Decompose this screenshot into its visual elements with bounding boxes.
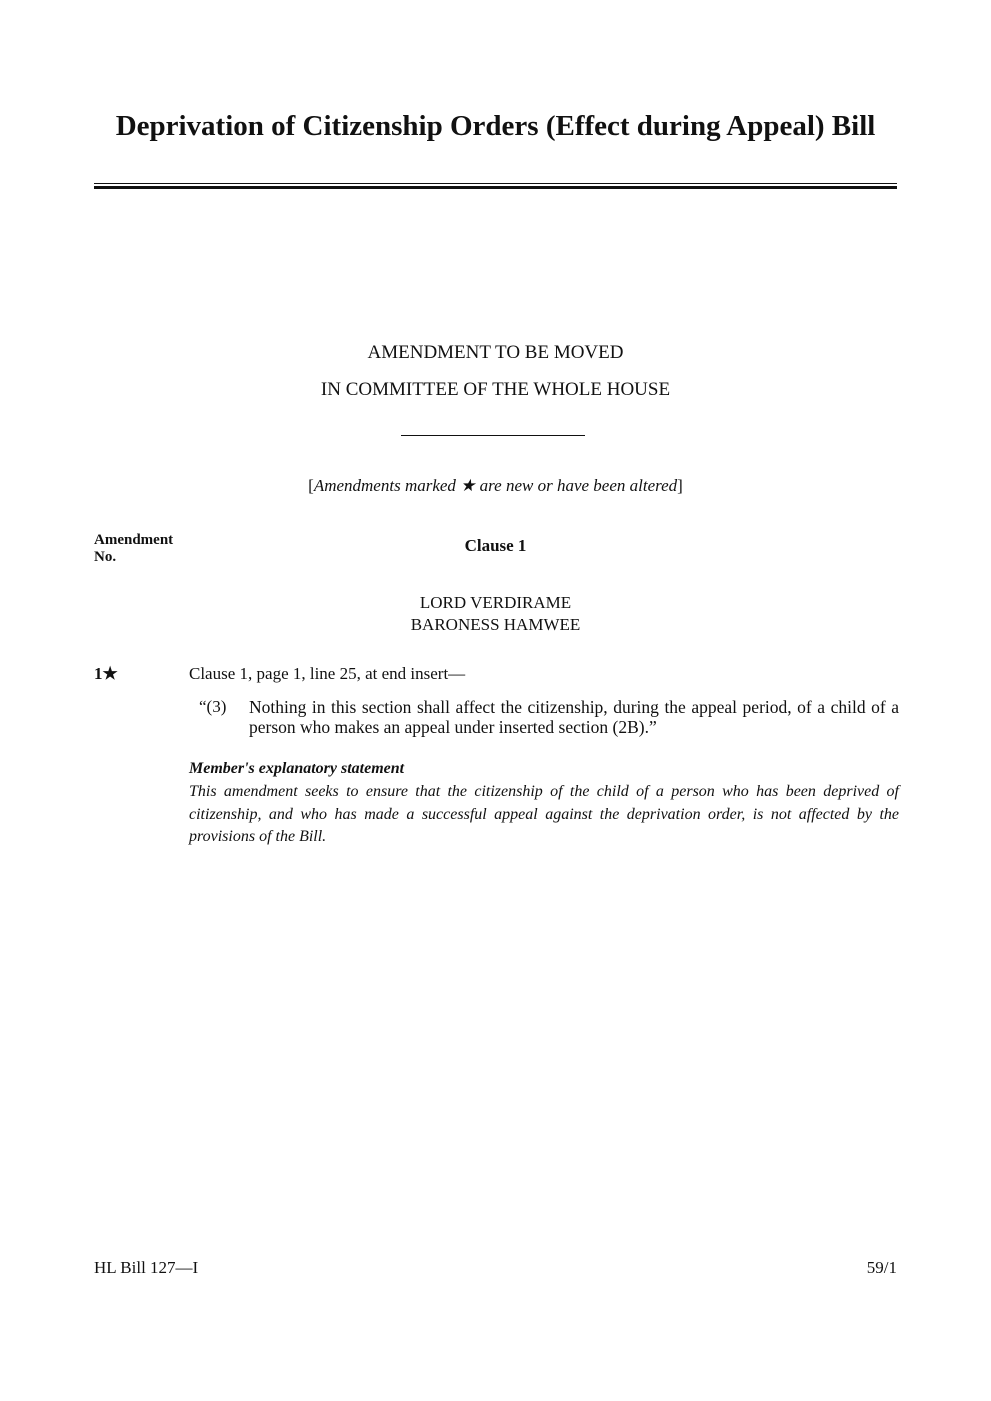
- footer-bill-reference: HL Bill 127—I: [94, 1258, 199, 1277]
- clause-heading: Clause 1: [464, 536, 527, 555]
- sponsor-name: LORD VERDIRAME: [419, 593, 572, 612]
- sponsor-name: BARONESS HAMWEE: [410, 615, 581, 634]
- title-rule-thick: [94, 186, 897, 189]
- note-open-bracket: [: [308, 476, 314, 495]
- note-close-bracket: ]: [677, 476, 683, 495]
- heading-amendment-to-be-moved: AMENDMENT TO BE MOVED: [367, 342, 624, 363]
- amendment-label-line2: No.: [94, 549, 117, 565]
- sponsors: [94, 592, 897, 636]
- subsection-text: Nothing in this section shall affect the citizenship, during the appeal period, of a child of a person who makes an appeal under inserted section (2B).”: [249, 697, 899, 737]
- amendment-label-line1: Amendment: [94, 532, 174, 548]
- section-divider: [401, 435, 585, 436]
- explanatory-statement-text: This amendment seeks to ensure that the citizenship of the child of a person who has been deprived of citizenship, and who has made a successful appeal against the deprivation order, is not affected by the provisions of the Bill.: [189, 783, 899, 845]
- heading-committee: IN COMMITTEE OF THE WHOLE HOUSE: [320, 379, 671, 400]
- note-text: Amendments marked ★ are new or have been altered: [313, 476, 678, 495]
- footer-page-reference: 59/1: [866, 1258, 897, 1277]
- amendments-note: [94, 476, 897, 496]
- subsection-number: “(3): [199, 697, 227, 716]
- explanatory-statement-heading: Member's explanatory statement: [189, 760, 405, 777]
- bill-title: Deprivation of Citizenship Orders (Effect during Appeal) Bill: [115, 110, 876, 142]
- amendment-number: 1★: [94, 664, 118, 683]
- amendment-instruction: Clause 1, page 1, line 25, at end insert—: [189, 664, 466, 683]
- title-rule-thin: [94, 183, 897, 184]
